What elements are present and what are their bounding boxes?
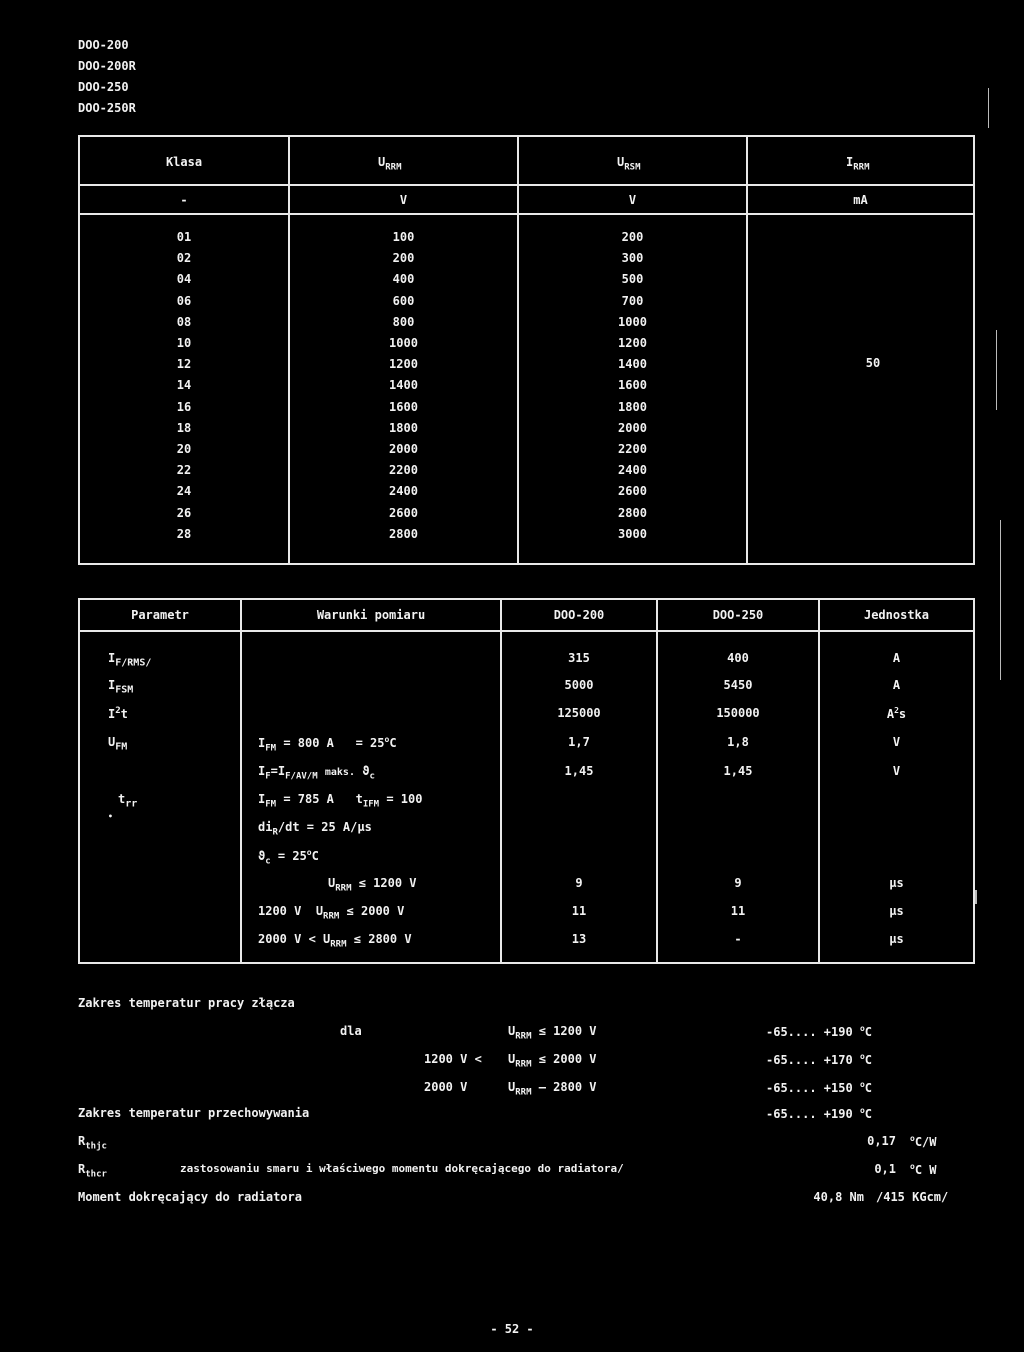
ursm-cell: 1400 bbox=[618, 357, 647, 371]
urrm-cell: 2000 bbox=[389, 442, 418, 456]
condition: $ϑ_c = 25^oC$ bbox=[258, 848, 319, 867]
value-cell: 1,8 bbox=[727, 735, 749, 749]
class-cell: 20 bbox=[176, 442, 192, 456]
class-cell: 28 bbox=[176, 527, 192, 541]
urrm-cell: 2800 bbox=[389, 527, 418, 541]
column-header: $I_{RRM}$ bbox=[846, 155, 870, 173]
param-trr: $t_{rr}$ bbox=[118, 792, 138, 810]
rthcr-value: 0,1 bbox=[874, 1162, 896, 1176]
class-cell: 08 bbox=[176, 315, 192, 329]
value-cell: 5450 bbox=[723, 678, 753, 692]
range-prefix: 1200 V < bbox=[424, 1052, 482, 1066]
class-cell: 01 bbox=[176, 230, 192, 244]
class-cell: 12 bbox=[176, 357, 192, 371]
param-ifsm: $I_{FSM}$ bbox=[108, 678, 134, 696]
ursm-cell: 2200 bbox=[618, 442, 647, 456]
ursm-cell: 1000 bbox=[618, 315, 647, 329]
table-border bbox=[973, 135, 975, 565]
value-cell: 125000 bbox=[557, 706, 601, 720]
range-condition: $U_{RRM} \le 1200$ V bbox=[508, 1024, 597, 1042]
unit-cell: µs bbox=[889, 904, 904, 918]
urrm-cell: 800 bbox=[392, 315, 415, 329]
unit-cell: A bbox=[892, 678, 901, 692]
class-cell: 10 bbox=[176, 336, 192, 350]
class-cell: 24 bbox=[176, 484, 192, 498]
condition: $I_{FM} = 800$ A = $25^oC$ bbox=[258, 735, 397, 754]
condition: $U_{RRM} \le 1200$ V bbox=[328, 876, 417, 894]
unit-cell: µs bbox=[889, 876, 904, 890]
urrm-cell: 200 bbox=[392, 251, 415, 265]
urrm-cell: 1200 bbox=[389, 357, 418, 371]
class-cell: 02 bbox=[176, 251, 192, 265]
rthcr-label: $R_{thcr}$ bbox=[78, 1162, 107, 1180]
scan-artifact bbox=[975, 890, 977, 904]
ursm-cell: 200 bbox=[621, 230, 644, 244]
table-border bbox=[78, 213, 975, 215]
urrm-cell: 1800 bbox=[389, 421, 418, 435]
urrm-cell: 2600 bbox=[389, 506, 418, 520]
unit-label: - bbox=[180, 193, 188, 207]
ursm-cell: 1600 bbox=[618, 378, 647, 392]
range-value: -65.... +190 $^o$C bbox=[766, 1106, 872, 1121]
spec-heading: Zakres temperatur przechowywania bbox=[78, 1106, 310, 1120]
class-cell: 14 bbox=[176, 378, 192, 392]
urrm-cell: 2400 bbox=[389, 484, 418, 498]
value-cell: 5000 bbox=[564, 678, 594, 692]
range-value: -65.... +170 $^o$C bbox=[766, 1052, 872, 1067]
ursm-cell: 3000 bbox=[618, 527, 647, 541]
urrm-cell: 1000 bbox=[389, 336, 418, 350]
value-cell: 150000 bbox=[716, 706, 760, 720]
model-label: DOO-250R bbox=[78, 101, 136, 115]
column-header: $U_{RSM}$ bbox=[617, 155, 641, 173]
urrm-cell: 100 bbox=[392, 230, 415, 244]
bullet-mark: • bbox=[108, 812, 113, 821]
table-border bbox=[78, 135, 975, 137]
spec-label: dla bbox=[340, 1024, 362, 1038]
condition: $di_R/dt = 25$ A/µs bbox=[258, 820, 372, 838]
value-cell: 400 bbox=[727, 651, 749, 665]
column-header: DOO-200 bbox=[553, 608, 605, 622]
class-cell: 18 bbox=[176, 421, 192, 435]
class-cell: 06 bbox=[176, 294, 192, 308]
value-cell: - bbox=[734, 932, 742, 946]
ursm-cell: 2800 bbox=[618, 506, 647, 520]
value-cell: 1,7 bbox=[568, 735, 590, 749]
column-header: Parametr bbox=[131, 608, 189, 622]
page-number: - 52 - bbox=[490, 1322, 534, 1336]
unit-cell: V bbox=[892, 735, 901, 749]
condition: 1200 V $U_{RRM} \le 2000$ V bbox=[258, 904, 405, 922]
table-border bbox=[78, 598, 975, 600]
ursm-cell: 1200 bbox=[618, 336, 647, 350]
value-cell: 315 bbox=[568, 651, 590, 665]
urrm-cell: 1400 bbox=[389, 378, 418, 392]
urrm-cell: 1600 bbox=[389, 400, 418, 414]
moment-value: 40,8 Nm bbox=[813, 1190, 864, 1204]
table-border bbox=[78, 962, 975, 964]
irrm-value: 50 bbox=[865, 356, 881, 370]
class-cell: 22 bbox=[176, 463, 192, 477]
model-label: DOO-200 bbox=[78, 38, 129, 52]
unit-label: mA bbox=[853, 193, 868, 207]
table-border bbox=[78, 563, 975, 565]
value-cell: 1,45 bbox=[564, 764, 594, 778]
unit-cell: µs bbox=[889, 932, 904, 946]
moment-value-alt: /415 KGcm/ bbox=[876, 1190, 949, 1204]
table-border bbox=[240, 598, 242, 964]
class-cell: 04 bbox=[176, 272, 192, 286]
table-border bbox=[78, 630, 975, 632]
value-cell: 11 bbox=[730, 904, 746, 918]
ursm-cell: 500 bbox=[621, 272, 644, 286]
value-cell: 9 bbox=[575, 876, 583, 890]
range-value: -65.... +190 $^o$C bbox=[766, 1024, 872, 1039]
table-border bbox=[78, 184, 975, 186]
condition: $I_F=I_{F/AV/M}$ maks. $ϑ_c$ bbox=[258, 764, 375, 782]
unit-label: V bbox=[628, 193, 637, 207]
unit-label: V bbox=[399, 193, 408, 207]
range-condition: $U_{RRM}$ — 2800 V bbox=[508, 1080, 597, 1098]
table-border bbox=[78, 598, 80, 964]
column-header: Klasa bbox=[165, 155, 203, 169]
table-border bbox=[973, 598, 975, 964]
unit-cell: $A^2s$ bbox=[886, 706, 907, 721]
unit-cell: V bbox=[892, 764, 901, 778]
spec-heading: Zakres temperatur pracy złącza bbox=[78, 996, 295, 1010]
moment-label: Moment dokręcający do radiatora bbox=[78, 1190, 302, 1204]
column-header: Jednostka bbox=[863, 608, 930, 622]
param-if-rms: $I_{F/RMS/}$ bbox=[108, 651, 152, 669]
scan-artifact bbox=[988, 88, 989, 128]
value-cell: 9 bbox=[734, 876, 742, 890]
value-cell: 11 bbox=[571, 904, 587, 918]
ursm-cell: 700 bbox=[621, 294, 644, 308]
model-label: DOO-250 bbox=[78, 80, 129, 94]
range-value: -65.... +150 $^o$C bbox=[766, 1080, 872, 1095]
param-ufm: $U_{FM}$ bbox=[108, 735, 128, 753]
scan-artifact bbox=[996, 330, 997, 410]
range-prefix: 2000 V bbox=[424, 1080, 468, 1094]
value-cell: 1,45 bbox=[723, 764, 753, 778]
param-i2t: $I^2t$ bbox=[108, 706, 128, 721]
column-header: DOO-250 bbox=[712, 608, 764, 622]
condition: $I_{FM} = 785$ A $t_{IFM} = 100$ bbox=[258, 792, 423, 810]
ursm-cell: 2600 bbox=[618, 484, 647, 498]
column-header: $U_{RRM}$ bbox=[378, 155, 402, 173]
model-label: DOO-200R bbox=[78, 59, 136, 73]
ursm-cell: 300 bbox=[621, 251, 644, 265]
rthcr-unit: $^o$C W bbox=[910, 1162, 937, 1177]
ursm-cell: 1800 bbox=[618, 400, 647, 414]
class-cell: 16 bbox=[176, 400, 192, 414]
rthjc-unit: $^o$C/W bbox=[910, 1134, 937, 1149]
value-cell: 13 bbox=[571, 932, 587, 946]
ursm-cell: 2400 bbox=[618, 463, 647, 477]
ursm-cell: 2000 bbox=[618, 421, 647, 435]
urrm-cell: 400 bbox=[392, 272, 415, 286]
column-header: Warunki pomiaru bbox=[316, 608, 426, 622]
rthjc-label: $R_{thjc}$ bbox=[78, 1134, 107, 1152]
class-cell: 26 bbox=[176, 506, 192, 520]
range-condition: $U_{RRM} \le 2000$ V bbox=[508, 1052, 597, 1070]
scan-artifact bbox=[1000, 520, 1001, 680]
rthjc-value: 0,17 bbox=[867, 1134, 896, 1148]
urrm-cell: 2200 bbox=[389, 463, 418, 477]
rthcr-note: zastosowaniu smaru i właściwego momentu dokręcającego do radiatora/ bbox=[180, 1162, 624, 1175]
unit-cell: A bbox=[892, 651, 901, 665]
urrm-cell: 600 bbox=[392, 294, 415, 308]
condition: 2000 $V < U_{RRM} \le 2800$ V bbox=[258, 932, 412, 950]
